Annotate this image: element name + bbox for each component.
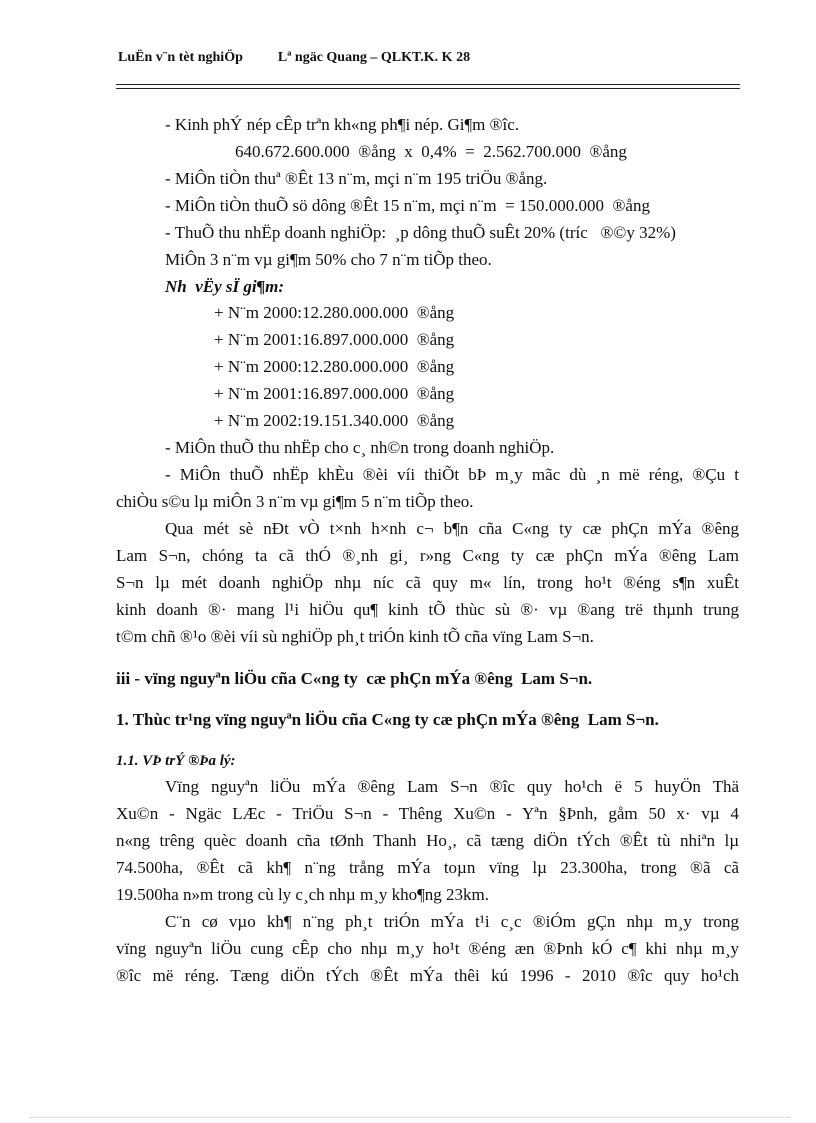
- text-line: MiÔn 3 n¨m vµ gi¶m 50% cho 7 n¨m tiÕp theo.: [165, 250, 492, 269]
- paragraph-line: Xu©n - Ngäc LÆc - TriÖu S¬n - Thêng Xu©n - Yªn §Þnh, gåm 50 x· vµ 4: [116, 804, 739, 823]
- paragraph-line: vïng nguyªn liÖu cung cÊp cho nhµ m¸y ho¹t ®éng æn ®Þnh kÓ c¶ khi nhµ m¸y: [116, 939, 739, 958]
- header-rule-top: [116, 84, 740, 85]
- paragraph-line: 19.500ha n»m trong cù ly c¸ch nhµ m¸y kho¶ng 23km.: [116, 885, 490, 904]
- text-line: - MiÔn tiÒn thuÕ sö dông ®Êt 15 n¨m, mçi n¨m = 150.000.000 ®ång: [165, 196, 650, 215]
- header-author: Lª ngäc Quang – QLKT.K. K 28: [277, 50, 471, 65]
- text-line: - Kinh phÝ nép cÊp trªn kh«ng ph¶i nép. Gi¶m ®îc.: [165, 115, 520, 134]
- paragraph-line: Lam S¬n, chóng ta cã thÓ ®¸nh gi¸ r»ng C«ng ty cæ phÇn mÝa ®êng Lam: [116, 546, 739, 565]
- text-line: - ThuÕ thu nhËp doanh nghiÖp: ¸p dông thuÕ suÊt 20% (tríc ®©y 32%): [165, 223, 676, 242]
- header-rule-bottom: [116, 88, 740, 89]
- section-heading: iii - vïng nguyªn liÖu cña C«ng ty cæ phÇn mÝa ®êng Lam S¬n.: [116, 669, 593, 688]
- running-header: [118, 50, 470, 66]
- paragraph-line: Qua mét sè nÐt vÒ t×nh h×nh c¬ b¶n cña C«ng ty cæ phÇn mÝa ®êng: [165, 519, 739, 538]
- paragraph-line: ®îc më réng. Tæng diÖn tÝch ®Êt mÝa thêi kú 1996 - 2010 ®îc quy ho¹ch: [116, 966, 739, 985]
- list-item: + N¨m 2001:16.897.000.000 ®ång: [214, 384, 455, 403]
- list-item: + N¨m 2001:16.897.000.000 ®ång: [214, 330, 455, 349]
- subsubsection-heading: 1.1. VÞ trÝ ®Þa lý:: [116, 753, 236, 769]
- paragraph-line: kinh doanh ®· mang l¹i hiÖu qu¶ kinh tÕ thùc sù ®· vµ ®ang trë thµnh trung: [116, 600, 739, 619]
- header-thesis-title: LuËn v¨n tèt nghiÖp: [118, 50, 243, 65]
- paragraph-line: Vïng nguyªn liÖu mÝa ®êng Lam S¬n ®îc quy ho¹ch ë 5 huyÖn Thä: [165, 777, 739, 796]
- savings-heading: Nh vËy sÏ gi¶m:: [165, 277, 284, 296]
- text-line: - MiÔn tiÒn thuª ®Êt 13 n¨m, mçi n¨m 195 triÖu ®ång.: [165, 169, 548, 188]
- paragraph-line: t©m chñ ®¹o ®èi víi sù nghiÖp ph¸t triÓn kinh tÕ cña vïng Lam S¬n.: [116, 627, 594, 646]
- paragraph-line: 74.500ha, ®Êt cã kh¶ n¨ng trång mÝa toµn vïng lµ 23.300ha, trong ®ã cã: [116, 858, 739, 877]
- paragraph-line: S¬n lµ mét doanh nghiÖp nhµ níc cã quy m« lín, trong ho¹t ®éng s¶n xuÊt: [116, 573, 739, 592]
- formula-line: 640.672.600.000 ®ång x 0,4% = 2.562.700.000 ®ång: [235, 142, 627, 161]
- text-line: - MiÔn thuÕ thu nhËp cho c¸ nh©n trong doanh nghiÖp.: [165, 438, 555, 457]
- list-item: + N¨m 2000:12.280.000.000 ®ång: [214, 357, 455, 376]
- subsection-heading: 1. Thùc tr¹ng vïng nguyªn liÖu cña C«ng ty cæ phÇn mÝa ®êng Lam S¬n.: [116, 710, 659, 729]
- paragraph-line: C¨n cø vµo kh¶ n¨ng ph¸t triÓn mÝa t¹i c¸c ®iÓm gÇn nhµ m¸y trong: [165, 912, 739, 931]
- list-item: + N¨m 2002:19.151.340.000 ®ång: [214, 411, 455, 430]
- page-bottom-divider: [30, 1117, 790, 1118]
- paragraph-line: n«ng trêng quèc doanh cña tØnh Thanh Ho¸, cã tæng diÖn tÝch ®Êt tù nhiªn lµ: [116, 831, 739, 850]
- text-line: chiÒu s©u lµ miÔn 3 n¨m vµ gi¶m 5 n¨m tiÕp theo.: [116, 492, 474, 511]
- list-item: + N¨m 2000:12.280.000.000 ®ång: [214, 303, 455, 322]
- text-line: - MiÔn thuÕ nhËp khÈu ®èi víi thiÕt bÞ m¸y mãc dù ¸n më réng, ®Çu t: [165, 465, 739, 484]
